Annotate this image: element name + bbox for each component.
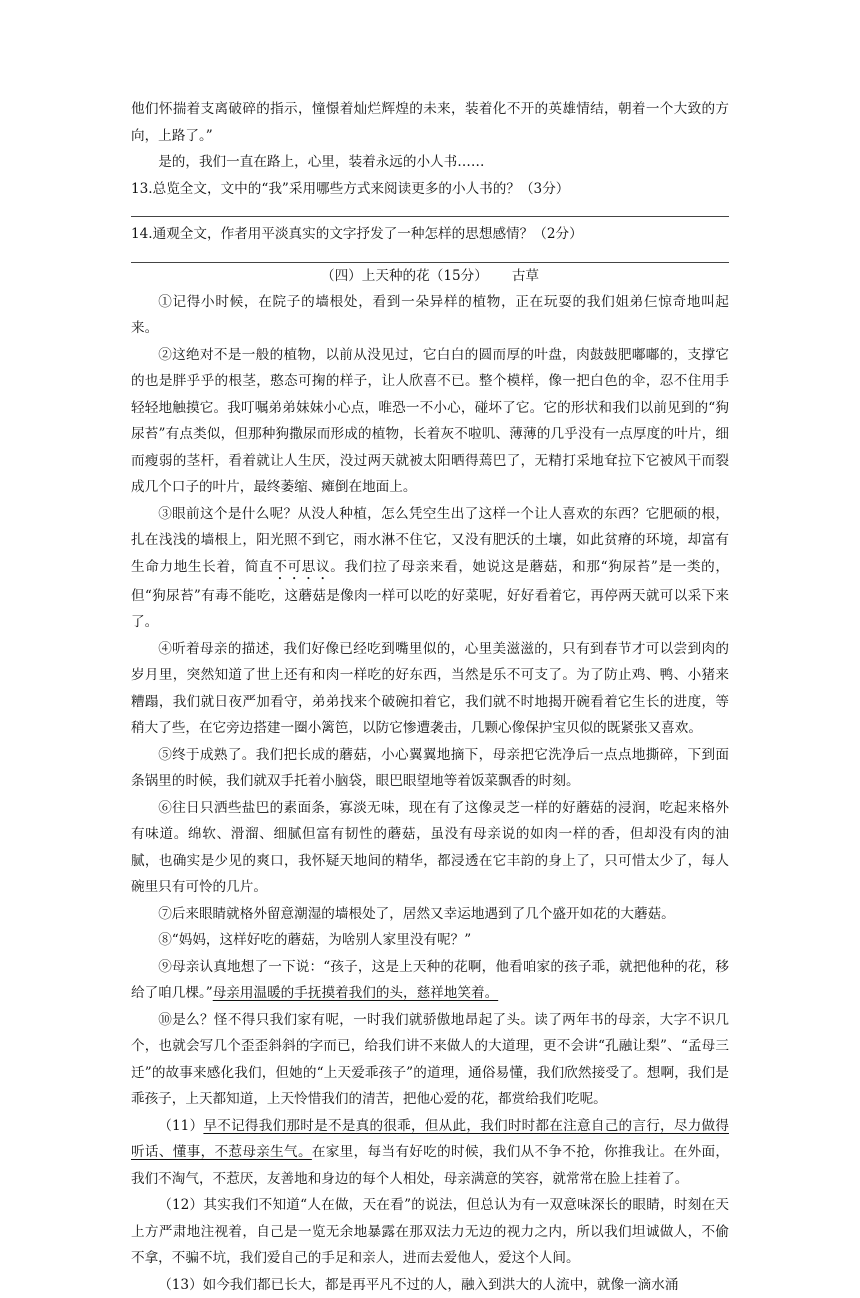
paragraph-3: ③眼前这个是什么呢？从没人种植，怎么凭空生出了这样一个让人喜欢的东西？它肥硕的根，扎在浅浅的墙根上，阳光照不到它，雨水淋不住它，又没有肥沃的土壤，如此贫瘠的环境，却富有生命力地生长着，简直不可思议。我们拉了母亲来看，她说这是蘑菇，和那“狗尿苔”是一类的，但“狗尿苔”有毒不能吃，这蘑菇是像肉一样可以吃的好菜呢，好好看着它，再停两天就可以采下来了。	[131, 501, 729, 636]
prev-text-ending: 是的，我们一直在路上，心里，装着永远的小人书……	[131, 149, 729, 176]
section-author: 古草	[512, 268, 539, 284]
underlined-sentence: 早不记得我们那时是不是真的很乖，但从此，我们时时都在注意自己的言行，尽力做得听话、懂事，不惹母亲生气。	[131, 1118, 729, 1161]
prev-text-paragraph: 他们怀揣着支离破碎的指示，憧憬着灿烂辉煌的未来，装着化不开的英雄情结，朝着一个大致的方向，上路了。”	[131, 96, 729, 149]
section-heading	[131, 263, 729, 289]
paragraph-9: ⑨母亲认真地想了一下说：“孩子，这是上天种的花啊，他看咱家的孩子乖，就把他种的花，移给了咱几棵。”母亲用温暖的手抚摸着我们的头，慈祥地笑着。	[131, 954, 729, 1007]
paragraph-1: ①记得小时候，在院子的墙根处，看到一朵异样的植物，正在玩耍的我们姐弟仨惊奇地叫起来。	[131, 289, 729, 342]
question-14: 14.通观全文，作者用平淡真实的文字抒发了一种怎样的思想感情？（2分）	[131, 221, 729, 248]
paragraph-10: ⑩是么？怪不得只我们家有呢，一时我们就骄傲地昂起了头。读了两年书的母亲，大字不识几个，也就会写几个歪歪斜斜的字而已，给我们讲不来做人的大道理，更不会讲“孔融让梨”、“孟母三迁”的故事来感化我们，但她的“上天爱乖孩子”的道理，通俗易懂，我们欣然接受了。想啊，我们是乖孩子，上天都知道，上天怜惜我们的清苦，把他心爱的花，都赏给我们吃呢。	[131, 1007, 729, 1113]
section-title: （四）上天种的花（15分）	[321, 268, 488, 284]
paragraph-7: ⑦后来眼睛就格外留意潮湿的墙根处了，居然又幸运地遇到了几个盛开如花的大蘑菇。	[131, 901, 729, 928]
paragraph-11: （11）早不记得我们那时是不是真的很乖，但从此，我们时时都在注意自己的言行，尽力做得听话、懂事，不惹母亲生气。在家里，每当有好吃的时候，我们从不争不抢，你推我让。在外面，我们不淘气，不惹厌，友善地和身边的每个人相处，母亲满意的笑容，就常常在脸上挂着了。	[131, 1113, 729, 1193]
paragraph-6: ⑥往日只洒些盐巴的素面条，寡淡无味，现在有了这像灵芝一样的好蘑菇的浸润，吃起来格外有味道。绵软、滑溜、细腻但富有韧性的蘑菇，虽没有母亲说的如肉一样的香，但却没有肉的油腻，也确实是少见的爽口，我怀疑天地间的精华，都浸透在它丰韵的身上了，只可惜太少了，每人碗里只有可怜的几片。	[131, 795, 729, 901]
question-13: 13.总览全文，文中的“我”采用哪些方式来阅读更多的小人书的？（3分）	[131, 176, 729, 203]
paragraph-13: （13）如今我们都已长大，都是再平凡不过的人，融入到洪大的人流中，就像一滴水涌	[131, 1272, 729, 1298]
page-content	[131, 96, 729, 1298]
paragraph-8: ⑧“妈妈，这样好吃的蘑菇，为啥别人家里没有呢？”	[131, 927, 729, 954]
paragraph-2: ②这绝对不是一般的植物，以前从没见过，它白白的圆而厚的叶盘，肉鼓鼓肥嘟嘟的，支撑它的也是胖乎乎的根茎，憨态可掬的样子，让人欣喜不已。整个模样，像一把白色的伞，忍不住用手轻轻地触摸它。我叮嘱弟弟妹妹小心点，唯恐一不小心，碰坏了它。它的形状和我们以前见到的“狗尿苔”有点类似，但那种狗撒尿而形成的植物，长着灰不啦叽、薄薄的几乎没有一点厚度的叶片，细而瘦弱的茎杆，看着就让人生厌，没过两天就被太阳晒得蔫巴了，无精打采地耷拉下它被风干而裂成几个口子的叶片，最终萎缩、瘫倒在地面上。	[131, 342, 729, 501]
paragraph-5: ⑤终于成熟了。我们把长成的蘑菇，小心翼翼地摘下，母亲把它洗净后一点点地撕碎，下到面条锅里的时候，我们就双手托着小脑袋，眼巴眼望地等着饭菜飘香的时刻。	[131, 742, 729, 795]
emphasized-phrase: 不可思议	[273, 559, 330, 575]
paragraph-12: （12）其实我们不知道“人在做，天在看”的说法，但总认为有一双意味深长的眼睛，时刻在天上方严肃地注视着，自己是一览无余地暴露在那双法力无边的视力之内，所以我们坦诚做人，不偷不拿，不骗不坑，我们爱自己的手足和亲人，进而去爱他人，爱这个人间。	[131, 1192, 729, 1272]
paragraph-4: ④听着母亲的描述，我们好像已经吃到嘴里似的，心里美滋滋的，只有到春节才可以尝到肉的岁月里，突然知道了世上还有和肉一样吃的好东西，当然是乐不可支了。为了防止鸡、鸭、小猪来糟蹋，我们就日夜严加看守，弟弟找来个破碗扣着它，我们就不时地揭开碗看着它生长的进度，等稍大了些，在它旁边搭建一圈小篱笆，以防它惨遭袭击，几颗心像保护宝贝似的既紧张又喜欢。	[131, 636, 729, 742]
underlined-sentence: 母亲用温暖的手抚摸着我们的头，慈祥地笑着。	[213, 985, 498, 1001]
